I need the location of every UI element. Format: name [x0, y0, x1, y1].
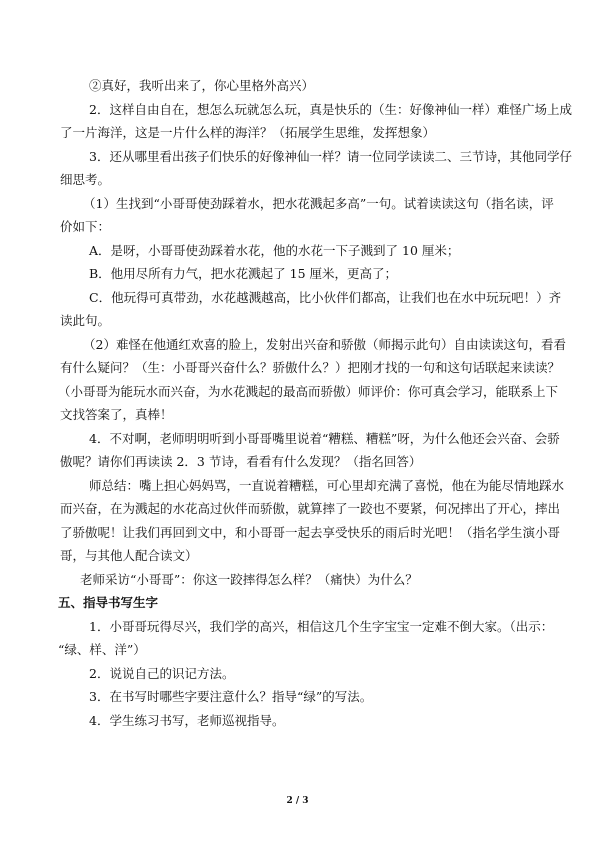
text-line: 有什么疑问？（生：小哥哥兴奋什么？骄傲什么？）把刚才找的一句和这句话联起来读读？ [60, 360, 561, 375]
text-line: 3．还从哪里看出孩子们快乐的好像神仙一样？请一位同学读读二、三节诗，其他同学仔 [89, 149, 572, 164]
text-line: 价如下： [60, 219, 111, 234]
text-line: 而兴奋，在为溅起的水花高过伙伴而骄傲，就算摔了一跤也不要紧，何况摔出了开心，摔出 [60, 501, 561, 516]
text-line: （1）生找到“小哥哥使劲踩着水，把水花溅起多高”一句。试着读读这句（指名读，评 [83, 196, 554, 211]
text-line: 3．在书写时哪些字要注意什么？指导“绿”的写法。 [89, 689, 373, 704]
text-line: 傲呢？请你们再读读 2．3 节诗，看看有什么发现？（指名回答） [60, 454, 422, 469]
text-line: 了一片海洋，这是一片什么样的海洋？（拓展学生思维，发挥想象） [60, 125, 436, 140]
section-heading: 五、指导书写生字 [58, 595, 159, 610]
text-line: 老师采访“小哥哥”：你这一跤摔得怎么样？（痛快）为什么？ [80, 572, 418, 587]
text-line: A．是呀，小哥哥使劲踩着水花，他的水花一下子溅到了 10 厘米； [89, 243, 460, 258]
text-line: 师总结：嘴上担心妈妈骂，一直说着糟糕，可心里却充满了喜悦，他在为能尽情地踩水 [89, 478, 565, 493]
text-line: B．他用尽所有力气，把水花溅起了 15 厘米，更高了； [89, 266, 398, 281]
text-line: 4．学生练习书写，老师巡视指导。 [89, 713, 285, 728]
text-line: 文找答案了，真棒！ [60, 407, 173, 422]
text-line: 4．不对啊，老师明明听到小哥哥嘴里说着“糟糕、糟糕”呀，为什么他还会兴奋、会骄 [89, 431, 560, 446]
text-line: 2．说说自己的识记方法。 [89, 666, 235, 681]
text-line: ②真好，我听出来了，你心里格外高兴） [89, 78, 315, 93]
text-line: 1．小哥哥玩得尽兴，我们学的高兴，相信这几个生字宝宝一定难不倒大家。（出示： [89, 619, 554, 634]
text-line: 2．这样自由自在，想怎么玩就怎么玩，真是快乐的（生：好像神仙一样）难怪广场上成 [89, 102, 572, 117]
text-line: C．他玩得可真带劲，水花越溅越高，比小伙伴们都高，让我们也在水中玩玩吧！）齐 [89, 290, 562, 305]
text-line: 读此句。 [60, 313, 111, 328]
text-line: （2）难怪在他通红欢喜的脸上，发射出兴奋和骄傲（师揭示此句）自由读读这句，看看 [83, 337, 566, 352]
text-line: 细思考。 [60, 172, 111, 187]
text-line: “绿、样、洋”） [58, 642, 146, 657]
text-line: 了骄傲呢！让我们再回到文中，和小哥哥一起去享受快乐的雨后时光吧！（指名学生演小哥 [60, 525, 561, 540]
text-line: （小哥哥为能玩水而兴奋，为水花溅起的最高而骄傲）师评价：你可真会学习，能联系上下 [58, 384, 559, 399]
page-number: 2 / 3 [286, 796, 309, 806]
text-line: 哥，与其他人配合读文） [60, 548, 198, 563]
